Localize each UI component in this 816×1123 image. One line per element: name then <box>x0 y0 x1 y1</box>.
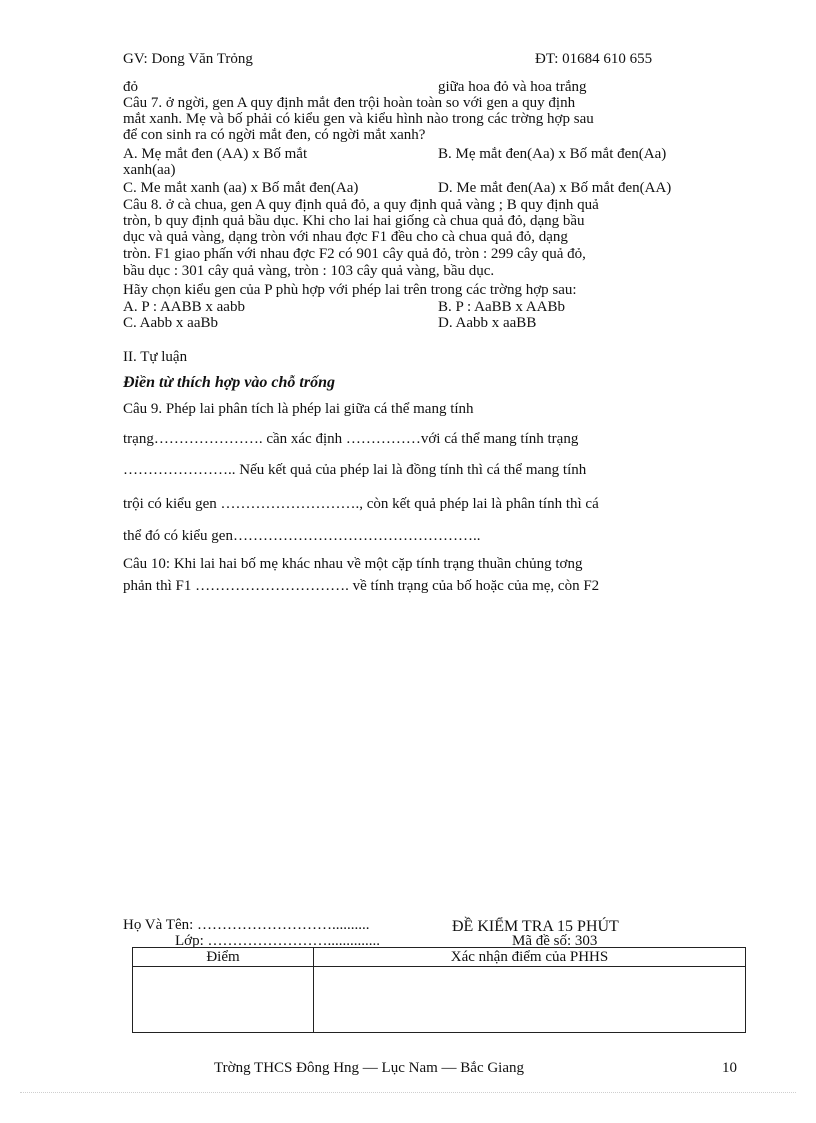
page-edge-divider <box>20 1092 796 1093</box>
teacher-name: GV: Dong Văn Trỏng <box>123 51 253 67</box>
section-2-title: II. Tự luận <box>123 349 188 365</box>
section-2-instruction: Điền từ thích hợp vào chỗ trống <box>123 374 335 391</box>
teacher-phone: ĐT: 01684 610 655 <box>535 51 653 67</box>
carry-over-right: giữa hoa đỏ và hoa trắng <box>438 79 587 95</box>
q7-option-a: A. Mẹ mắt đen (AA) x Bố mắt <box>123 146 308 162</box>
exam-title: ĐỀ KIỂM TRA 15 PHÚT <box>452 918 619 935</box>
carry-over-left: đỏ <box>123 79 138 95</box>
q7-line-3: để con sinh ra có ngời mắt đen, có ngời mắt xanh? <box>123 127 426 143</box>
q8-option-d: D. Aabb x aaBB <box>438 315 537 331</box>
q8-option-c: C. Aabb x aaBb <box>123 315 218 331</box>
q7-option-b: B. Mẹ mắt đen(Aa) x Bố mắt đen(Aa) <box>438 146 667 162</box>
q8-line-1: Câu 8. ở cà chua, gen A quy định quả đỏ, a quy định quả vàng ; B quy định quả <box>123 197 599 213</box>
q9-line-5: thể đó có kiểu gen………………………………………….. <box>123 528 481 544</box>
score-column-header: Điểm <box>206 949 240 965</box>
q7-line-1: Câu 7. ở ngời, gen A quy định mắt đen trội hoàn toàn so với gen a quy định <box>123 95 576 111</box>
q8-line-6: Hãy chọn kiểu gen của P phù hợp với phép lai trên trong các trờng hợp sau: <box>123 282 577 298</box>
q8-line-2: tròn, b quy định quả bầu dục. Khi cho lai hai giống cà chua quả đỏ, dạng bầu <box>123 213 585 229</box>
student-class-label: Lớp: …………………….............. <box>175 933 381 949</box>
q10-line-1: Câu 10: Khi lai hai bố mẹ khác nhau về một cặp tính trạng thuần chủng tơng <box>123 556 583 572</box>
q9-line-4: trội có kiểu gen ………………………., còn kết quả phép lai là phân tính thì cá <box>123 496 599 512</box>
q8-option-b: B. P : AaBB x AABb <box>438 299 565 315</box>
q9-line-2: trạng…………………. cần xác định ……………với cá thể mang tính trạng <box>123 431 579 447</box>
q10-line-2: phản thì F1 …………………………. về tính trạng của bố hoặc của mẹ, còn F2 <box>123 578 600 594</box>
exam-code: Mã đề số: 303 <box>512 933 598 949</box>
q9-line-1: Câu 9. Phép lai phân tích là phép lai giữa cá thể mang tính <box>123 401 474 417</box>
q8-line-3: dục và quả vàng, dạng tròn với nhau đợc F1 đều cho cà chua quả đỏ, dạng <box>123 229 568 245</box>
parent-confirmation-header: Xác nhận điểm của PHHS <box>450 949 609 965</box>
student-name-label: Họ Và Tên: ……………………….......... <box>123 917 370 933</box>
q8-option-a: A. P : AABB x aabb <box>123 299 245 315</box>
q7-option-c: C. Me mắt xanh (aa) x Bố mắt đen(Aa) <box>123 180 359 196</box>
page-number: 10 <box>722 1060 737 1076</box>
q7-option-a-cont: xanh(aa) <box>123 162 176 178</box>
q9-line-3: ………………….. Nếu kết quả của phép lai là đồng tính thì cá thể mang tính <box>123 462 587 478</box>
q7-line-2: mắt xanh. Mẹ và bố phải có kiểu gen và kiểu hình nào trong các trờng hợp sau <box>123 111 594 127</box>
score-table <box>132 947 746 1033</box>
q8-line-4: tròn. F1 giao phấn với nhau đợc F2 có 901 cây quả đỏ, tròn : 299 cây quả đỏ, <box>123 246 586 262</box>
q7-option-d: D. Me mắt đen(Aa) x Bố mắt đen(AA) <box>438 180 672 196</box>
q8-line-5: bầu dục : 301 cây quả vàng, tròn : 103 cây quả vàng, bầu dục. <box>123 263 495 279</box>
footer-school: Trờng THCS Đông Hng — Lục Nam — Bắc Giang <box>214 1060 525 1076</box>
